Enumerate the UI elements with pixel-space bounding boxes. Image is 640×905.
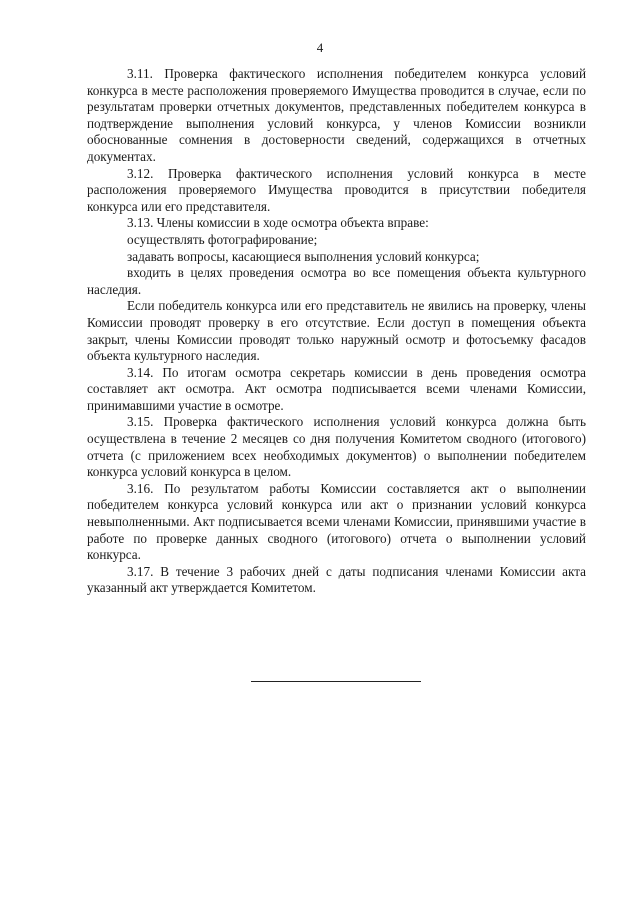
paragraph-3-16: 3.16. По результатом работы Комиссии составляется акт о выполнении победителем конкурса условий конкурса или акт о признании условий конкурса невыполненными. Акт подписывается всеми членами Комиссии, принявшими участие в работе по проверке данных сводного (итогового) отчета о выполнении условий конкурса. <box>87 480 586 563</box>
paragraph-3-12: 3.12. Проверка фактического исполнения условий конкурса в месте расположения проверяемого Имущества проводится в присутствии победителя конкурса или его представителя. <box>87 165 586 214</box>
paragraph-3-17: 3.17. В течение 3 рабочих дней с даты подписания членами Комиссии акта указанный акт утверждается Комитетом. <box>87 563 586 596</box>
paragraph-3-11: 3.11. Проверка фактического исполнения победителем конкурса условий конкурса в месте расположения проверяемого Имущества проводится в случае, если по результатам проверки отчетных документов, представленных победителем конкурса в подтверждение выполнения условий конкурса, у членов Комиссии возникли обоснованные сомнения в достоверности сведений, содержащихся в отчетных документах. <box>87 66 586 164</box>
list-item-photography: осуществлять фотографирование; <box>127 231 318 247</box>
paragraph-3-14: 3.14. По итогам осмотра секретарь комиссии в день проведения осмотра составляет акт осмотра. Акт осмотра подписывается всеми членами Комиссии, принимавшими участие в осмотре. <box>87 364 586 413</box>
end-divider-line <box>251 681 421 682</box>
list-item-questions: задавать вопросы, касающиеся выполнения условий конкурса; <box>127 248 480 264</box>
paragraph-absence: Если победитель конкурса или его представитель не явились на проверку, члены Комиссии проводят проверку в его отсутствие. Если доступ в помещения объекта закрыт, члены Комиссии проводят только наружный осмотр и фотосъемку фасадов объекта культурного наследия. <box>87 298 586 364</box>
paragraph-3-13: 3.13. Члены комиссии в ходе осмотра объекта вправе: <box>127 215 429 231</box>
page-number: 4 <box>316 40 324 55</box>
paragraph-3-15: 3.15. Проверка фактического исполнения условий конкурса должна быть осуществлена в течение 2 месяцев со дня получения Комитетом сводного (итогового) отчета (с приложением всех необходимых документов) о выполнении победителем конкурса условий конкурса в целом. <box>87 414 586 480</box>
list-item-premises-access: входить в целях проведения осмотра во все помещения объекта культурного наследия. <box>87 265 586 297</box>
document-body <box>87 66 586 597</box>
